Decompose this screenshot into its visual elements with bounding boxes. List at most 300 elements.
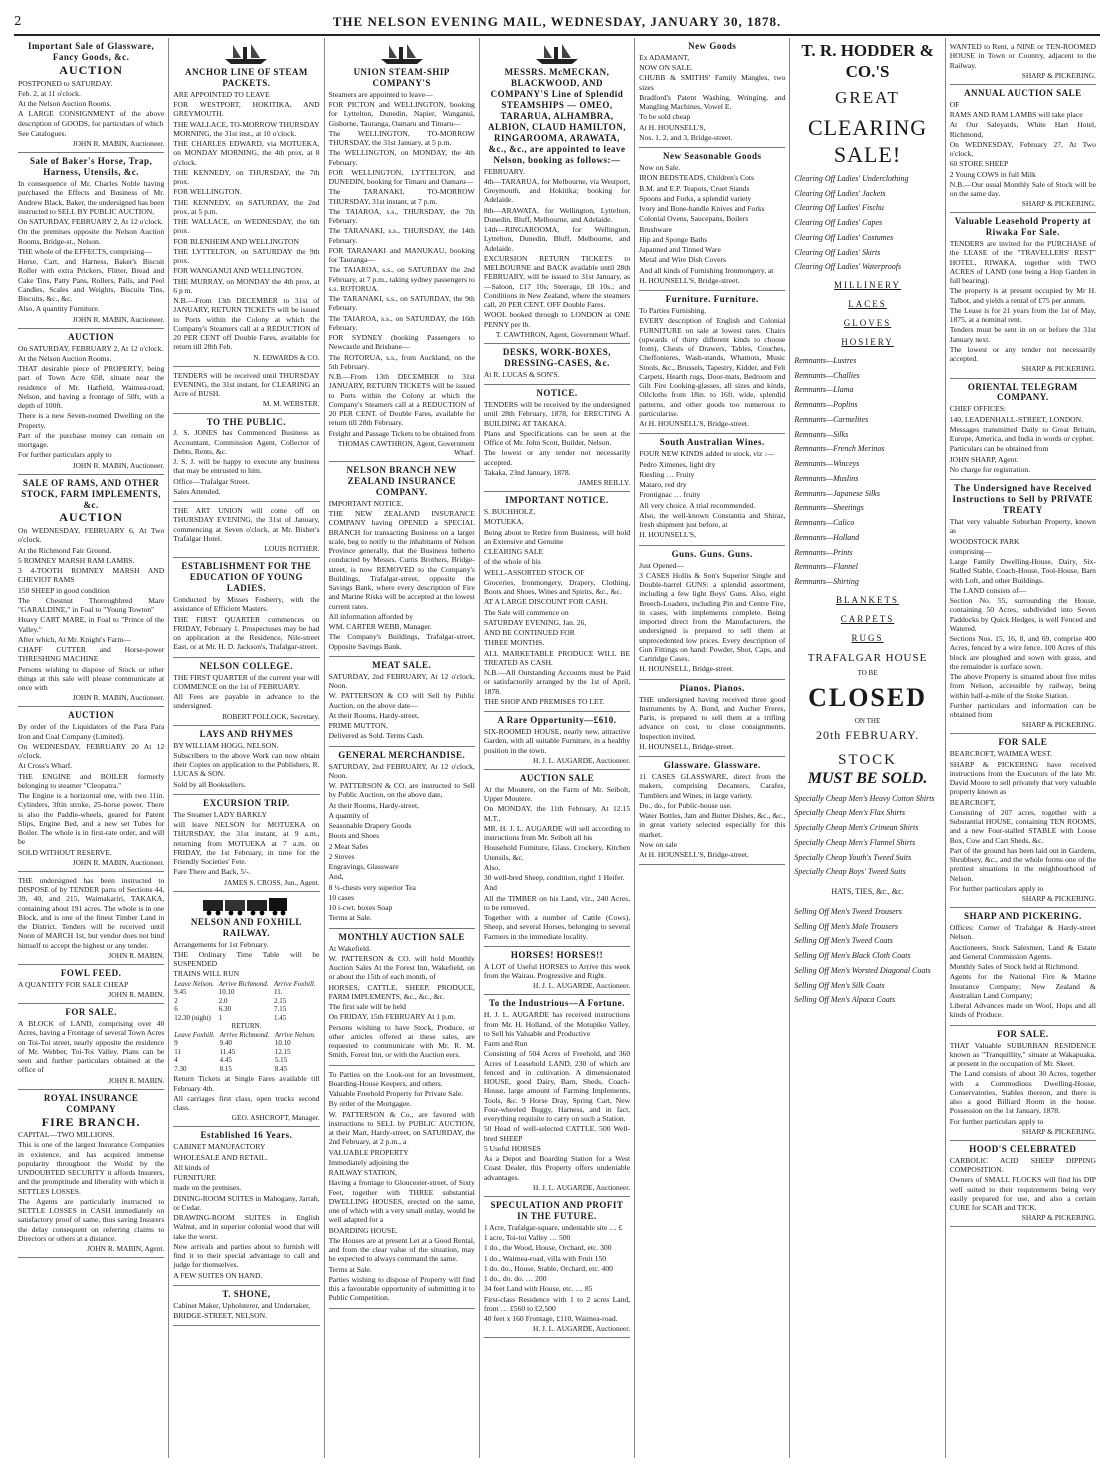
timetable-cell: 11. [274, 988, 283, 997]
ad-text-line: At Wakefield. [328, 943, 371, 953]
ad-text-line: W. PATTERSON & Co., are favored with instructions to SELL by PUBLIC AUCTION, at their Mart, Hardy-street, on SATURDAY, the 2nd February, at 2 p.m., a [328, 1109, 475, 1147]
advertisement [639, 148, 785, 291]
category-item: LACES [848, 299, 887, 310]
remnant-item: Remnants—Winceys [794, 459, 860, 469]
remnant-item: Remnants—Silks [794, 429, 849, 439]
ad-text-line: Delivered as Sold. Terms Cash. [328, 731, 425, 741]
remnant-item: Remnants—Challies [794, 370, 860, 380]
ad-text-line: THREE MONTHS. [483, 638, 545, 648]
ad-heading: FOR SALE [998, 737, 1048, 748]
advertisement [173, 502, 319, 558]
timetable-header: Leave Foxhill. [174, 1030, 215, 1039]
ad-text-line: THE NEW ZEALAND INSURANCE COMPANY having OPENED a SPECIAL BRANCH for transacting Business on a larger scale, beg to notify to the inhabitants of Nelson Province generally, that the Business hitherto conducted by Messrs. Curtis Brothers, Bridge-street, is now REMOVED to the Company's Buildings, Trafalgar-street, opposite the Savings Bank, where every description of Fire and Marine Risks will be accepted at the lowest current rates. [328, 509, 475, 611]
timetable-cell: 6 [174, 1005, 178, 1014]
timetable-cell: 11 [174, 1047, 182, 1056]
ad-text-line: Also, [483, 862, 501, 872]
ad-signature: H. J. L. AUGARDE, Auctioneer. [533, 755, 631, 765]
shirt-item: Specially Cheap Boys' Tweed Suits [794, 867, 906, 877]
ad-text-line: Heavy CART MARE, in Foal to "Prince of the Valley." [18, 615, 165, 634]
ad-text-line: H. HOUNSELL, Bridge-street. [639, 741, 734, 751]
ad-heading: IMPORTANT NOTICE. [505, 495, 609, 506]
ad-signature: JOHN R. MABIN. [108, 1075, 165, 1085]
ad-text-line: New arrivals and parties about to furnish will find it to their special advantage to call and judge for themselves. [173, 1241, 320, 1270]
railway-note: All carriages first class, open trucks second class. [173, 1093, 320, 1113]
selling-off-item: Selling Off Men's Worsted Diagonal Coats [794, 965, 931, 975]
ad-heading: NOTICE. [536, 388, 578, 399]
ad-text-line: AND BE CONTINUED FOR [483, 628, 575, 638]
ad-signature: JOHN R. MABIN, Agent. [87, 1244, 165, 1254]
ad-text-line: Bradford's Patent Washing, Wringing, and Mangling Machines, Vowel E. [639, 92, 786, 112]
remnant-item: Remnants—Muslins [794, 473, 859, 483]
timetable-header: Arrive Foxhill. [274, 979, 316, 988]
ad-text-line: Messages transmitted Daily to Great Britain, Europe, America, and India in words or cypher. [949, 424, 1096, 444]
ad-text-line: At their Rooms, Hardy-street, [328, 710, 420, 720]
timetable-cell: 7.30 [174, 1064, 187, 1073]
ad-text-line: CLEARING SALE [483, 547, 544, 557]
ad-text-line: FEBRUARY. [483, 166, 525, 176]
ad-text-line: The property is at present occupied by Mr H. Talbot, and yields a rental of £75 per annum. [949, 286, 1096, 305]
ad-text-line: 1 acre, Toi-toi Valley … 500 [483, 1233, 571, 1243]
ad-text-line: 4th—TARARUA, for Melbourne, via Westport, Greymouth, and Hokitika; booking for Adelaide. [483, 176, 631, 205]
ad-text-line: N.B.—From 13th DECEMBER to 31st of JANUARY, RETURN TICKETS will be issued to Ports within the Colony at which the Company's Steamers call at a REDUCTION of 20 PER CENT off Double Fares, available for return till 28th Feb. [173, 296, 320, 352]
category-list-1 [794, 280, 940, 348]
advertisement [484, 1197, 630, 1338]
ad-heading: AUCTION [68, 331, 115, 342]
advertisement [18, 475, 164, 708]
remnant-item: Remnants—Llama [794, 385, 854, 395]
ad-text-line: MOTUEKA, [483, 517, 524, 527]
shirt-item: Specially Cheap Youth's Tweed Suits [794, 852, 912, 862]
ad-text-line: Consisting of 504 Acres of Freehold, and 360 Acres of Leasehold LAND, 230 of which are fenced and in cultivation. A dimensionated HOUSE, good Dairy, Barn, Sheds, Coach-House, large amount of Farming Implements, Tools, &c. 9 Horse Dray, Spring Cart, New Four-wheeled Buggy, Harness, and in fact, everything requisite to carry on such a Station. [483, 1049, 631, 1124]
ad-text-line: RAILWAY STATION, [328, 1168, 397, 1178]
ad-text-line: SIX-ROOMED HOUSE, nearly new, attractive Garden, with all suitable Furniture, in a healthy position in the town. [483, 727, 631, 755]
advertisement [18, 153, 164, 328]
ad-text-line: FOR WANGANUI AND WELLINGTON. [173, 266, 304, 276]
timetable-cell: 9.45 [174, 988, 187, 997]
ad-signature: H. J. L. AUGARDE, Auctioneer. [533, 1324, 631, 1334]
ad-text-line: MR. H. J. L. AUGARDE will sell according to instructions from Mr. Seibolt all his [483, 823, 631, 843]
ad-text-line: By order of the Mortgagee. [328, 1099, 412, 1109]
ad-heading: NELSON COLLEGE. [199, 660, 294, 671]
ad-text-line: Further particulars and information can be obtained from [949, 700, 1096, 720]
ad-text-line: The first sale will be held [328, 1002, 406, 1012]
ad-text-line: FOR PICTON and WELLINGTON, booking for Lyttelton, Dunedin, Napier, Wanganui, Gisborne, Tauranga, Oamaru and Timaru— [328, 100, 475, 128]
clearing-sale-heading: CLEARING SALE! [807, 115, 928, 168]
ad-text-line: BRIDGE-STREET, NELSON. [173, 1311, 268, 1321]
ad-text-line: The ROTORUA, s.s., from Auckland, on the 5th February. [328, 352, 475, 371]
advertisement [950, 379, 1096, 481]
remnants-list [794, 356, 940, 587]
ad-text-line: THE FIRST QUARTER commences on FRIDAY, February 1. Prospectuses may be had on application at the Residence, Nile-street East, or at Mr. H. D. Jackson's, Trafalgar-street. [173, 614, 320, 652]
shirts-list [794, 794, 940, 878]
ad-text-line: At Our Saleyards, White Hart Hotel, Richmond, [949, 120, 1096, 139]
ad-text-line: H. HOUNSELL, Bridge-street. [639, 664, 734, 674]
ad-text-line: On MONDAY, the 11th February, At 12.15 M.T., [483, 804, 631, 823]
ad-heading: AUCTION SALE [519, 772, 595, 783]
advertisement [329, 462, 475, 657]
ad-signature: JOHN R. MABIN, Auctioneer. [72, 460, 165, 470]
masthead [14, 0, 1100, 36]
ad-heading: TO THE PUBLIC. [206, 416, 287, 427]
ad-text-line: comprising— [949, 546, 992, 556]
advertisement [950, 213, 1096, 378]
ad-text-line: Terms at Sale. [328, 913, 372, 923]
ad-heading: AUCTION [68, 710, 115, 721]
ad-text-line: WANTED to Rent, a NINE or TEN-ROOMED HOUSE in Town or Country, adjacent to the Railway. [949, 42, 1096, 70]
ad-text-line: First-class Residence with 1 to 2 acres Land, from … £560 to £2,500 [483, 1294, 631, 1313]
ad-text-line: Monthly Sales of Stock held at Richmond. [949, 962, 1079, 972]
ad-text-line: NOW ON SALE. [639, 63, 693, 73]
ad-heading: ESTABLISHMENT FOR THE EDUCATION OF YOUNG LADIES. [181, 561, 312, 594]
timetable-cell: 7.15 [274, 1005, 287, 1014]
column-1 [14, 38, 169, 1458]
ad-text-line: Do., do., for Public-house use. [639, 800, 732, 810]
train-icon [173, 895, 319, 917]
advertisement [18, 329, 164, 475]
advertisement [173, 795, 319, 892]
ad-text-line: Also, the well-known Constantia and Shiraz, fresh shipment just before, at [639, 510, 786, 530]
ad-heading: ORIENTAL TELEGRAM COMPANY. [967, 381, 1078, 403]
ad-heading: SALE OF RAMS, AND OTHER STOCK, FARM IMPLEMENTS, &c. [21, 477, 161, 510]
closing-date: 20th FEBRUARY. [815, 728, 920, 743]
ad-text-line: Offices: Corner of Trafalgar & Hardy-street Nelson. [949, 923, 1096, 942]
ad-subheading: AUCTION [59, 62, 123, 77]
ad-text-line: On WEDNESDAY, February 27, At Two o'clock, [949, 139, 1096, 158]
ad-text-line: At H. HOUNSELL'S, Bridge-street. [639, 419, 749, 429]
advertisement [173, 558, 319, 657]
timetable-cell: 9 [174, 1039, 178, 1048]
timetable-cell: 12.30 (night) [174, 1013, 211, 1022]
selling-off-item: Selling Off Men's Mole Trousers [794, 921, 899, 931]
timetable-header: Arrive Richmond. [219, 1030, 270, 1039]
advertisement [329, 929, 475, 1066]
ad-text-line: The above Property is situated about five miles from Nelson, accessible by railway, being within half-a-mile of the Stoke Station. [949, 672, 1096, 700]
advertisement [484, 385, 630, 492]
ad-text-line: Brushware [639, 224, 673, 234]
ad-text-line: THAT Valuable SUBURBAN RESIDENCE known as "Tranquillity," situate at Wakapuaka, at present in the occupation of Mr. Skeet. [949, 1040, 1096, 1069]
advertisement [329, 38, 475, 462]
ad-text-line: SATURDAY EVENING, Jan. 26, [483, 617, 587, 627]
column-7 [946, 38, 1100, 1458]
ad-text-line: Nos. 1, 2, and 3, Bridge-street. [639, 132, 733, 142]
ad-signature: ROBERT POLLOCK, Secretary. [222, 711, 320, 721]
ad-heading: Guns. Guns. Guns. [671, 548, 753, 559]
ad-text-line: All Fees are payable in advance to the undersigned. [173, 692, 320, 711]
ad-text-line: As a Depot and Boarding Station for a West Coast Dealer, this Property offers undeniable advantages. [483, 1154, 631, 1182]
ad-text-line: POSTPONED to SATURDAY. [18, 78, 113, 88]
ad-text-line: At H. HOUNSELL'S, [639, 122, 706, 132]
category-item: GLOVES [843, 318, 892, 329]
ad-signature: JOHN R. MABIN, Auctioneer. [72, 314, 165, 324]
ad-text-line: TENDERS are invited for the PURCHASE of the LEASE of the "TRAVELLERS' REST" HOTEL, RIWAKA, together with TWO ACRES of LAND (one being a Hop Garden in full bearing). [949, 239, 1096, 286]
advertisement [484, 770, 630, 947]
timetable-cell: 10.10 [274, 1039, 291, 1048]
ad-text-line: See Catalogues. [18, 128, 67, 138]
category-item: CARPETS [840, 613, 895, 624]
ad-text-line: IMPORTANT NOTICE. [328, 498, 404, 508]
ad-text-line: Terms at Sale. [328, 1264, 372, 1274]
ad-heading: HORSES! HORSES!! [510, 949, 604, 960]
clearing-item: Clearing Off Ladies' Skirts [794, 247, 881, 257]
ad-text-line: W. PATTERSON & CO will Sell by Public Auction, on the above date— [328, 691, 475, 710]
steamship-icon [484, 41, 630, 67]
ad-text-line: 3 CASES Hollis & Son's Superior Single and Double-barrel GUNS: a splendid assortment, including a few light Boys' Guns. Also, eight Breech-Loaders, including Pin and Centre Fire, in cases, with implements complete. Being imported direct from the Manufacturers, the undersigned is prepared to sell them at unprecedented low prices. Every description of Gun Fittings on hand: Powder, Shot, Caps, and Cartridge Cases. [639, 570, 786, 664]
advertisement [950, 734, 1096, 908]
ad-text-line: Fare There and Back, 5/-. [173, 867, 251, 877]
ad-heading: SHARP AND PICKERING. [963, 911, 1082, 922]
advertisement [18, 965, 164, 1004]
ad-text-line: FOR WELLINGTON, LYTTELTON, and DUNEDIN, booking for Timaru and Oamaru— [328, 167, 475, 187]
ad-text-line: THE ART UNION will come off on THURSDAY EVENING, the 31st of January, commencing at Seven o'clock, at Mr. Bisher's Trafalgar Hotel. [173, 506, 320, 543]
ad-heading: MESSRS. McMECKAN, BLACKWOOD, AND COMPANY'S Line of Splendid STEAMSHIPS — OMEO, TARARUA, ALHAMBRA, ALBION, CLAUD HAMILTON, RINGAROOMA, ARAWATA, &c., &c., are appointed to leave Nelson, booking as follows:— [487, 67, 626, 165]
ad-text-line: Part of the ground has been laid out in Gardens, Shrubbery, &c., and the whole forms one of the prettiest situations in the neighbourhood of Nelson. [949, 845, 1096, 883]
ad-text-line: To Parties Furnishing. [639, 306, 707, 316]
ad-text-line: 50 Head of well-selected CATTLE. 500 Well-bred SHEEP [483, 1124, 631, 1143]
ad-text-line: SHARP & PICKERING have received instructions from the Executors of the late Mr. David Moore to sell privately that very valuable property known as [949, 759, 1096, 797]
ad-text-line: THE KENNEDY, on SATURDAY, the 2nd prox, at 5 p.m. [173, 197, 320, 216]
ad-text-line: CHIEF OFFICES: [949, 404, 1007, 414]
ad-heading: MEAT SALE. [372, 659, 432, 670]
ad-text-line: Large Family Dwelling-House, Dairy, Six-Stalled Stable, Coach-House, Tool-House, Barn with Loft, and other Buildings. [949, 557, 1096, 585]
ad-text-line: H. HOUNSELL'S, [639, 530, 696, 540]
ad-text-line: 1 do. do., House, Stable, Orchard, etc. 400 [483, 1263, 613, 1273]
shirt-item: Specially Cheap Men's Flannel Shirts [794, 837, 916, 847]
ad-text-line: WELL-ASSORTED STOCK OF [483, 567, 585, 577]
ad-text-line: Boots and Shoes [328, 831, 380, 841]
ad-text-line: Cabinet Maker, Upholsterer, and Undertaker, [173, 1300, 311, 1310]
ad-text-line: Now on Sale. [639, 163, 681, 173]
column-5 [635, 38, 790, 1458]
ad-text-line: THE LYTTELTON, on SATURDAY the 9th prox. [173, 246, 320, 266]
ad-text-line: FOUR NEW KINDS added to stock, viz :— [639, 449, 774, 459]
ad-text-line: TENDERS will be received until THURSDAY EVENING, the 31st instant, for CLEARING an Acre of BUSH. [173, 370, 320, 399]
ad-heading: LAYS AND RHYMES [199, 728, 294, 739]
ad-text-line: WOODSTOCK PARK [949, 536, 1020, 546]
ad-signature: SHARP & PICKERING. [1021, 720, 1096, 730]
ad-text-line: 34 feet Land with House, etc. … 85 [483, 1284, 593, 1294]
advertisement [639, 757, 785, 865]
ad-signature: JOHN R. MABIN, Auctioneer. [72, 857, 165, 867]
ad-heading: Established 16 Years. [200, 1130, 293, 1141]
ad-heading: New Goods [688, 41, 737, 51]
shirt-item: Specially Cheap Men's Flax Shirts [794, 808, 905, 818]
ad-text-line: THE MURRAY, on MONDAY the 4th prox, at 6 p m. [173, 276, 320, 295]
ad-text-line: THE SHOP AND PREMISES TO LET. [483, 696, 605, 706]
category-item: BLANKETS [836, 594, 900, 605]
ad-text-line: Sales Attended. [173, 486, 221, 496]
ad-text-line: Engravings, Glassware [328, 862, 399, 872]
hats-ties-line: HATS, TIES, &c., &c. [831, 887, 904, 897]
timetable-header: Arrive Nelson. [274, 1030, 316, 1039]
ad-text-line: FOR TARANAKI and MANUKAU, booking for Tauranga— [328, 245, 475, 265]
ad-signature: SHARP & PICKERING. [1021, 894, 1096, 904]
ad-signature: JOHN R. MABIN, Auctioneer. [72, 693, 165, 703]
ad-signature: JOHN R. MABIN. [108, 990, 165, 1000]
timetable-cell: 2.15 [274, 996, 287, 1005]
ad-text-line: J. S. JONES has Commenced Business as Accountant, Commission Agent, Collector of Debts, Rents, &c. [173, 428, 320, 456]
ad-text-line: N.B.—Our usual Monthly Sale of Stock will be on the same day. [949, 179, 1096, 198]
ad-signature: THOMAS CAWTHRON, Agent, Government Wharf. [337, 438, 475, 457]
ad-text-line: At H. HOUNSELL'S, Bridge-street. [639, 850, 749, 860]
to-be-label: TO BE [857, 669, 878, 678]
ad-text-line: Office—Trafalgar Street. [173, 476, 250, 486]
ad-text-line: For further particulars apply to [18, 450, 112, 460]
ad-text-line: N.B.—From 13th DECEMBER to 31st JANUARY, RETURN TICKETS will be issued to Ports within the Colony at which the Company's Steamers call at a REDUCTION of 20 PER CENT. of Double Fares, available for return till 28th February. [328, 372, 475, 428]
ad-text-line: All kinds of [173, 1162, 210, 1172]
ad-signature: SHARP & PICKERING. [1021, 70, 1096, 80]
advertisement [950, 1141, 1096, 1228]
ad-text-line: All very choice. A trial recommended. [639, 500, 756, 510]
advertisement [18, 707, 164, 872]
advertisement [484, 995, 630, 1197]
selling-off-item: Selling Off Men's Tweed Coats [794, 936, 893, 946]
ad-text-line: Japanned and Tinned Ware [639, 245, 721, 255]
ad-subheading: AUCTION [59, 510, 123, 525]
ad-text-line: 10 cases [328, 892, 355, 902]
advertisement [950, 480, 1096, 734]
ad-heading: South Australian Wines. [659, 437, 765, 448]
ad-text-line: A FEW SUITES ON HAND. [173, 1270, 263, 1280]
ad-text-line: The Steamer LADY BARKLY [173, 809, 267, 819]
great-heading: GREAT [835, 88, 900, 108]
ad-heading: The Undersigned have Received Instructions to Sell by PRIVATE TREATY [952, 483, 1094, 516]
advertisement [950, 85, 1096, 214]
timetable-cell: 8.15 [219, 1064, 232, 1073]
ad-heading: NELSON BRANCH NEW ZEALAND INSURANCE COMPANY. [346, 465, 457, 497]
advertisement [173, 892, 319, 1128]
ad-heading: FOR SALE. [65, 1007, 117, 1018]
railway-note: Return Tickets at Single Fares available till February 4th. [173, 1074, 320, 1093]
ad-text-line: On SATURDAY, FEBRUARY 2, At 12 o'clock. [18, 217, 164, 227]
ad-text-line: TENDERS will be received by the undersigned until 28th February, 1878, for ERECTING A BUILDING AT TAKAKA. [483, 400, 631, 428]
ad-text-line: Consisting of 207 acres, together with a Substantial HOUSE, containing TEN ROOMS, and a new Four-stalled STABLE with Loose Box, Cow and Cart Sheds, &c. [949, 807, 1096, 845]
ad-text-line: THE CHARLES EDWARD, via MOTUEKA, on MONDAY MORNING, the 4th prox, at 8 o'clock. [173, 139, 320, 167]
ad-text-line: 8 ¼-chests very superior Tea [328, 882, 416, 892]
ad-text-line: will leave NELSON for MOTUEKA on THURSDAY, the 31st instant, at 9 a.m., returning from MOTUEKA at 7 a.m. on FRIDAY, the 1st February, in time for the Friendly Societies' Fete. [173, 820, 320, 867]
ad-text-line: The WELLINGTON, TO-MORROW THURSDAY, the 31st January, at 5 p.m. [328, 128, 475, 148]
ad-text-line: 2 Stoves [328, 851, 355, 861]
timetable-cell: 4 [174, 1056, 178, 1065]
ad-heading: HOOD'S CELEBRATED [969, 1143, 1077, 1154]
ad-text-line: On WEDNESDAY, FEBRUARY 6, At Two o'clock. [18, 526, 165, 545]
ad-text-line: H. HOUNSELL'S, Bridge-street. [639, 275, 740, 285]
advertisement [484, 344, 630, 385]
ad-text-line: A BLOCK of LAND, comprising over 40 Acres, having a Frontage of several Town Acres on Toi-Toi street, nearly opposite the residence of Mr. Webber, Toi-Toi Valley. Plans can be seen and further particulars obtained at the office of [18, 1019, 165, 1075]
ad-subheading: FIRE BRANCH. [41, 1114, 141, 1129]
ad-text-line: In consequence of Mr. Charles Noble having purchased the Effects and Business of Mr. Andrew Black, Baker, the undersigned has been instructed to SELL BY PUBLIC AUCTION, [18, 179, 165, 216]
ad-text-line: RAMS AND RAM LAMBS will take place [949, 110, 1083, 119]
ad-text-line: Metal and Wire Dish Covers [639, 255, 726, 265]
column-3 [325, 38, 480, 1458]
ad-text-line: Subscribers to the above Work can now obtain their Copies on application to the Publishers, R. LUCAS & SON. [173, 750, 320, 779]
ad-signature: H. J. L. AUGARDE, Auctioneer. [533, 1182, 631, 1192]
ad-text-line: 8th—ARAWATA, for Wellington, Lyttelton, Dunedin, Bluff, Melbourne, and Adelaide. [483, 205, 631, 224]
ad-text-line: Pedro Ximenes, light dry [639, 459, 716, 469]
ad-text-line: THE Ordinary Time Table will be SUSPENDED [173, 949, 320, 969]
ad-signature: JAMES REILLY. [578, 478, 631, 488]
category-item: RUGS [851, 632, 884, 643]
ad-heading: A Rare Opportunity—£610. [497, 715, 617, 726]
ad-text-line: IRON BEDSTEADS, Children's Cots [639, 173, 754, 183]
timetable-cell: 5.15 [274, 1056, 288, 1065]
ad-signature: SHARP & PICKERING. [1021, 1213, 1096, 1223]
ad-text-line: Sold by all Booksellers. [173, 779, 246, 789]
must-be-sold-heading: MUST BE SOLD. [807, 770, 928, 787]
ad-signature: SHARP & PICKERING. [1021, 199, 1096, 209]
ad-text-line: The TARANAKI, s.s., on SATURDAY, the 9th February. [328, 294, 475, 313]
ad-text-line: Tenders must be sent in on or before the 31st January next. [949, 325, 1096, 344]
ad-text-line: Owners of SMALL FLOCKS will find his DIP well suited to their requirements being very easily prepared for use, and also a certain CURE for SCAB and TICK. [949, 1175, 1096, 1213]
ad-text-line: TRAINS WILL RUN [173, 969, 240, 979]
ad-text-line: Household Furniture, Glass, Crockery, Kitchen Utensils, &c. [483, 843, 631, 862]
category-item: MILLINERY [834, 280, 902, 291]
ad-text-line: The Company's Buildings, Trafalgar-street, Opposite Savings Bank. [328, 632, 475, 651]
ad-heading: To the Industrious—A Fortune. [489, 998, 625, 1009]
ad-text-line: At Cross's Wharf. [18, 761, 73, 771]
advertisement [950, 1026, 1096, 1141]
advertisement [18, 1004, 164, 1090]
ad-heading: ANNUAL AUCTION SALE [964, 87, 1082, 98]
ad-text-line: Farm and Run [483, 1039, 528, 1049]
advertisement [329, 657, 475, 747]
ad-text-line: At the Richmond Fair Ground. [18, 545, 112, 555]
ad-heading: Important Sale of Glassware, Fancy Goods, &c. [27, 41, 155, 62]
ad-text-line: Section No. 55, surrounding the House, containing 50 Acres, subdivided into Seven Paddocks by Quick Hedges, is well Fenced and Watered. [949, 596, 1096, 633]
advertisement [484, 712, 630, 770]
ad-text-line: THAT desirable piece of PROPERTY, being part of Town Acre 658, situate near the residence of Mr. Hatfield, Waimea-road, Nelson, and having a frontage of 50ft, with a depth of 100ft. [18, 364, 165, 411]
advertisement [639, 434, 785, 545]
ad-text-line: The Agents are particularly instructed to SETTLE LOSSES in CASH immediately on satisfactory proof of same, thus saving Insurers the delay consequent on referring claims to Directors or others at a distance. [18, 1196, 165, 1243]
ad-text-line: W. PATTERSON & CO. are instructed to Sell by Public Auction, on the above date, [328, 781, 475, 800]
ad-signature: H. J. L. AUGARDE, Auctioneer. [533, 981, 631, 991]
ad-text-line: WHOLESALE AND RETAIL. [173, 1152, 268, 1162]
ad-text-line: After which, At Mr. Knight's Farm— [18, 634, 131, 644]
ad-text-line: No charge for registration. [949, 464, 1031, 474]
ad-text-line: J. S. J. will be happy to execute any business that may be entrusted to him. [173, 457, 320, 476]
clearing-item: Clearing Off Ladies' Costumes [794, 232, 894, 242]
ad-text-line: THE KENNEDY, on THURSDAY, the 7th prox. [173, 167, 320, 187]
selling-off-item: Selling Off Men's Silk Coats [794, 980, 885, 990]
ad-text-line: Frontignac … fruity [639, 490, 701, 500]
ad-text-line: 1 do., do. do. … 200 [483, 1274, 547, 1284]
advertisement [18, 872, 164, 965]
category-list-2 [794, 595, 940, 644]
ad-heading: ROYAL INSURANCE COMPANY [43, 1092, 139, 1114]
timetable-cell: 6.30 [218, 1005, 231, 1014]
ad-text-line: WM. CARTER WEBB, Manager. [328, 622, 432, 632]
ad-text-line: At their Rooms, Hardy-street, [328, 800, 420, 810]
advertisement [484, 492, 630, 712]
ad-text-line: The Chestnut Thoroughbred Mare "GARALDINE," in Foal to "Young Towton" [18, 595, 165, 615]
ad-text-line: 2 Meat Safes [328, 841, 369, 851]
ad-text-line: To Parties on the Look-out for an Investment, Boarding-House Keepers, and others. [328, 1069, 475, 1088]
ad-text-line: Spoons and Forks, a splendid variety [639, 193, 752, 203]
ad-text-line: VALUABLE PROPERTY [328, 1147, 409, 1157]
timetable-cell: 8.45 [274, 1064, 288, 1073]
ad-text-line: THE WALLACE, on WEDNESDAY, the 6th prox. [173, 217, 320, 236]
advertisement [950, 908, 1096, 1025]
ad-text-line: The LAND consists of— [949, 585, 1027, 595]
ad-text-line: Immediately adjoining the [328, 1157, 409, 1167]
hodder-clearing-sale-ad [794, 38, 940, 1014]
ad-text-line: Just Opened— [639, 560, 685, 570]
ad-text-line: The TAIAROA, s.s., on SATURDAY, the 16th February. [328, 313, 475, 332]
ad-text-line: SATURDAY, 2nd FEBRUARY, At 12 o'clock, Noon. [328, 671, 475, 691]
ad-heading: Glassware. Glassware. [663, 760, 761, 771]
ad-text-line: A LARGE CONSIGNMENT of the above description of GOODS, for particulars of which [18, 109, 165, 128]
ad-text-line: For further particulars apply to [949, 883, 1044, 893]
ad-heading: Pianos. Pianos. [679, 682, 745, 693]
